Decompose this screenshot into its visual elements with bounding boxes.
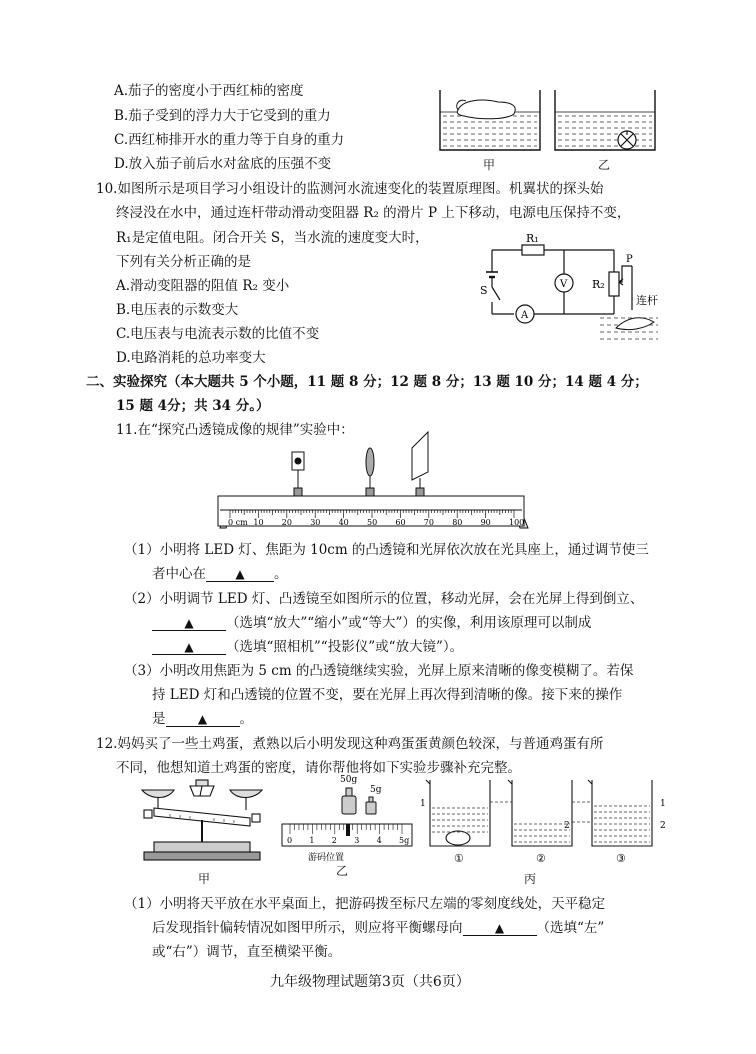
q11-part3-line2: 持 LED 灯和凸透镜的位置不变，要在光屏上再次得到清晰的像。接下来的操作 xyxy=(152,687,623,703)
q11-optical-bench xyxy=(208,430,538,530)
q12-stem-line2: 不同，他想知道土鸡蛋的密度，请你帮他将如下实验步骤补充完整。 xyxy=(116,760,521,776)
rider-position-label: 游码位置 xyxy=(308,853,345,863)
blank-marker: ▲ xyxy=(184,640,194,654)
egg-in-beaker xyxy=(446,831,470,845)
label-a: A xyxy=(521,310,529,321)
q10-stem-line1: 10.如图所示是项目学习小组设计的监测河水流速变化的装置原理图。机翼状的探头始 xyxy=(96,181,604,197)
rider-tick-label: 1 xyxy=(309,836,315,845)
page-footer: 九年级物理试题第3页（共6页） xyxy=(270,974,470,990)
rheostat-r2 xyxy=(609,272,619,296)
q11-part2-text: （选填“放大”“缩小”或“等大”）的实像，利用该原理可以制成 xyxy=(226,615,592,631)
q9-option-c: C.西红柿排开水的重力等于自身的重力 xyxy=(114,132,345,148)
q11-answer-blank-4[interactable] xyxy=(166,709,240,727)
figure-label-yi-2: 乙 xyxy=(336,864,349,878)
basin-jia xyxy=(440,90,540,150)
rider-tick-label: 4 xyxy=(376,836,382,845)
q10-stem-line3: R₁是定值电阻。闭合开关 S，当水流的速度变大时， xyxy=(116,230,429,246)
q12-stem-line1: 12.妈妈买了一些土鸡蛋，煮熟以后小明发现这种鸡蛋蛋黄颜色较深，与普通鸡蛋有所 xyxy=(96,736,604,752)
blank-marker: ▲ xyxy=(235,567,245,581)
q11-stem: 11.在“探究凸透镜成像的规律”实验中： xyxy=(116,422,354,438)
q11-part3-text: 是 xyxy=(152,711,166,727)
ruler-tick-label: 100 xyxy=(509,518,525,527)
q11-part2-line1: （2）小明调节 LED 灯、凸透镜至如图所示的位置，移动光屏，会在光屏上得到倒立、 xyxy=(124,591,644,607)
blank-marker: ▲ xyxy=(494,921,505,935)
q12-part1-line1: （1）小明将天平放在水平桌面上，把游码拨至标尺左端的零刻度线处，天平稳定 xyxy=(124,896,606,912)
q11-answer-blank-1[interactable] xyxy=(206,564,274,582)
q12-part1-text2: （选填“左” xyxy=(536,920,605,936)
q9-option-b: B.茄子受到的浮力大于它受到的重力 xyxy=(114,108,331,124)
section2-heading-line1: 二、实验探究（本大题共 5 个小题，11 题 8 分；12 题 8 分；13 题 10 分；14 题 4 分； xyxy=(86,374,648,390)
label-r2: R₂ xyxy=(592,278,605,291)
section2-heading-line2: 15 题 4分；共 34 分。） xyxy=(116,398,270,414)
eggplant-shape xyxy=(457,100,515,119)
q10-stem-line2: 终浸没在水中，通过连杆带动滑动变阻器 R₂ 的滑片 P 上下移动，电源电压保持不变， xyxy=(116,205,631,221)
label-v: V xyxy=(560,279,568,290)
figure-label-bing: 丙 xyxy=(524,872,537,886)
q12-part1-line2 xyxy=(152,918,604,938)
q11-part2-text2: （选填“照相机”“投影仪”或“放大镜”）。 xyxy=(226,639,464,655)
wing-probe xyxy=(616,318,654,330)
q11-part1-line1: （1）小明将 LED 灯、焦距为 10cm 的凸透镜和光屏依次放在光具座上，通过调节使三 xyxy=(124,542,649,558)
weight-5g xyxy=(366,802,376,814)
q10-option-d: D.电路消耗的总功率变大 xyxy=(116,350,266,366)
q12-balance-figure xyxy=(140,776,265,866)
mark-1-right: 1 xyxy=(660,799,666,809)
beaker-label-3: ③ xyxy=(616,852,626,865)
beaker-label-1: ① xyxy=(454,852,464,865)
ruler-tick-label: 60 xyxy=(395,518,406,527)
q11-answer-blank-3[interactable] xyxy=(152,637,226,655)
mark-2-right: 2 xyxy=(660,821,666,831)
blank-marker: ▲ xyxy=(184,616,194,630)
figure-label-jia-2: 甲 xyxy=(198,872,211,886)
q12-answer-blank-1[interactable] xyxy=(463,918,537,936)
q10-option-b: B.电压表的示数变大 xyxy=(116,302,239,318)
label-s: S xyxy=(480,284,488,297)
weight-50g xyxy=(342,796,356,814)
label-p: P xyxy=(626,254,633,265)
label-r1: R₁ xyxy=(526,232,539,245)
blank-marker: ▲ xyxy=(197,712,208,726)
q10-option-c: C.电压表与电流表示数的比值不变 xyxy=(116,326,320,342)
q11-part1-end: 。 xyxy=(274,566,288,582)
q10-option-a: A.滑动变阻器的阻值 R₂ 变小 xyxy=(116,278,290,294)
ruler-tick-label: 40 xyxy=(338,518,349,527)
rider-tick-label: 5g xyxy=(399,836,410,845)
q12-weights-and-rider xyxy=(280,772,420,862)
switch-s xyxy=(492,287,500,300)
ruler-tick-label: 10 xyxy=(253,518,264,527)
convex-lens xyxy=(366,448,374,476)
resistor-r1 xyxy=(522,245,544,255)
figure-label-jia: 甲 xyxy=(483,158,496,172)
q11-part1-text: 者中心在 xyxy=(152,566,206,582)
mark-1-left: 1 xyxy=(420,799,426,809)
q11-part3-line1: （3）小明改用焦距为 5 cm 的凸透镜继续实验，光屏上原来清晰的像变模糊了。若保 xyxy=(124,663,634,679)
figure-label-yi: 乙 xyxy=(598,158,611,172)
q12-beakers-figure xyxy=(420,776,670,866)
ruler-tick-label: 30 xyxy=(310,518,321,527)
light-screen xyxy=(412,432,428,480)
mark-2-mid: 2 xyxy=(564,821,570,831)
q11-part3-line3 xyxy=(152,709,253,729)
weight-50g-label: 50g xyxy=(340,775,358,785)
q12-part1-line3: 或“右”）调节，直至横梁平衡。 xyxy=(152,944,342,960)
rider-tick-label: 0 xyxy=(287,836,293,845)
ruler-tick-label: 90 xyxy=(480,518,491,527)
q10-circuit-diagram xyxy=(480,232,660,352)
weight-5g-label: 5g xyxy=(370,785,382,795)
rider xyxy=(346,824,350,836)
q11-part1-line2 xyxy=(152,564,288,584)
ruler-tick-label: 50 xyxy=(367,518,378,527)
basin-yi xyxy=(555,90,655,150)
q11-answer-blank-2[interactable] xyxy=(152,613,226,631)
q9-option-d: D.放入茄子前后水对盆底的压强不变 xyxy=(114,156,332,172)
q11-part3-end: 。 xyxy=(239,711,253,727)
beaker-label-2: ② xyxy=(536,852,546,865)
q9-option-a: A.茄子的密度小于西红柿的密度 xyxy=(114,83,304,99)
rider-tick-label: 3 xyxy=(354,836,360,845)
ruler-tick-label: 0 cm xyxy=(228,518,248,527)
ruler-tick-label: 80 xyxy=(452,518,463,527)
q11-part2-line3 xyxy=(152,637,463,657)
q12-part1-text: 后发现指针偏转情况如图甲所示，则应将平衡螺母向 xyxy=(152,920,463,936)
ruler-tick-label: 20 xyxy=(281,518,292,527)
rider-tick-label: 2 xyxy=(331,836,337,845)
q11-part2-line2 xyxy=(152,613,591,633)
label-rod: 连杆 xyxy=(636,294,658,307)
q9-basins-figure xyxy=(440,88,670,168)
q10-stem-line4: 下列有关分析正确的是 xyxy=(116,254,251,270)
ruler-tick-label: 70 xyxy=(423,518,434,527)
